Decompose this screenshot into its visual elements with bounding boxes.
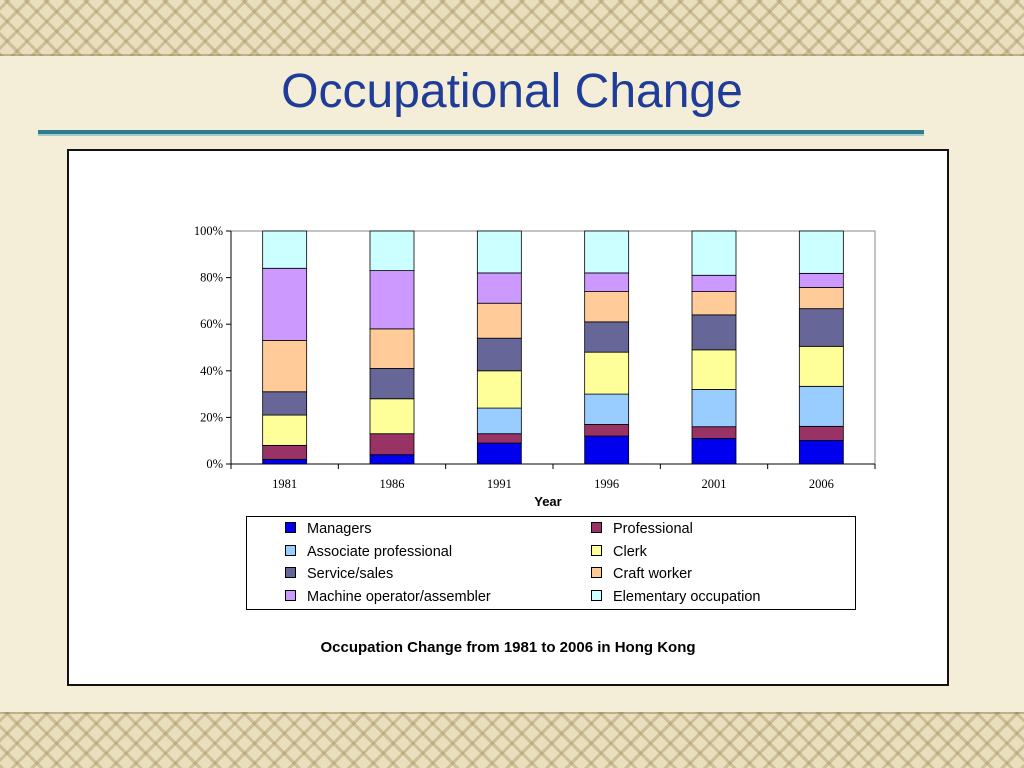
legend-swatch [285,590,296,601]
bar-segment [799,287,843,308]
bar-segment [370,329,414,369]
bar-segment [692,315,736,350]
bar-segment [477,231,521,273]
legend-item [285,563,393,585]
bar-segment [585,394,629,424]
legend-swatch [591,545,602,556]
legend-label: Machine operator/assembler [307,588,491,605]
bar-segment [263,231,307,268]
bar-segment [477,434,521,443]
bar-segment [370,368,414,398]
bottom-decorative-border [0,712,1024,768]
legend-swatch [591,567,602,578]
bar-segment [692,389,736,426]
y-tick-label: 0% [206,457,223,471]
slide-title: Occupational Change [281,65,743,118]
bar-segment [585,424,629,436]
legend-label: Managers [307,521,372,537]
bar-segment [799,273,843,287]
legend-swatch [591,522,602,533]
legend-label: Craft worker [613,566,692,582]
title-underline [38,130,924,136]
y-tick-label: 40% [200,363,223,378]
bar-segment [477,303,521,338]
bar-segment [692,350,736,390]
bar-segment [263,415,307,445]
bar-segment [585,231,629,273]
bar-segment [263,445,307,459]
bar-segment [370,455,414,464]
bar-segment [263,268,307,340]
bar-segment [263,341,307,392]
y-tick-label: 60% [200,317,223,332]
bar-segment [585,436,629,464]
x-axis-label: Year [534,494,562,509]
x-tick-label: 2001 [701,477,727,491]
legend-item [591,563,692,585]
bar-segment [585,352,629,394]
bar-segment [370,271,414,329]
bar-segment [799,231,843,273]
legend-swatch [285,545,296,556]
chart-caption: Occupation Change from 1981 to 2006 in Hong Kong [320,639,696,656]
bar-segment [477,273,521,303]
legend-swatch [285,522,296,533]
legend-item [591,586,761,608]
bar-segment [799,426,843,440]
legend-label: Clerk [613,543,647,560]
y-tick-label: 100% [193,224,223,238]
chart-legend [246,516,856,610]
x-tick-label: 1991 [486,477,512,491]
bar-segment [477,371,521,408]
x-tick-label: 1986 [379,477,405,491]
legend-item [285,541,452,563]
bar-segment [585,292,629,322]
y-tick-label: 80% [200,270,223,285]
bar-segment [585,273,629,292]
legend-label: Elementary occupation [613,588,761,605]
x-tick-label: 1981 [272,477,298,491]
legend-item [285,586,491,608]
y-tick-label: 20% [200,410,223,425]
legend-swatch [591,590,602,601]
legend-item [285,518,371,540]
x-tick-label: 2006 [808,477,834,491]
bar-segment [799,346,843,386]
bar-segment [370,434,414,455]
bar-segment [477,338,521,371]
bar-segment [692,292,736,315]
bar-segment [370,231,414,271]
bar-segment [799,386,843,426]
legend-label: Service/sales [307,566,394,582]
bar-segment [799,440,843,464]
bar-segment [477,408,521,434]
bar-segment [585,322,629,352]
legend-item [591,541,647,563]
bar-segment [799,309,843,347]
bar-segment [692,275,736,291]
legend-swatch [285,567,296,578]
legend-label: Professional [613,521,693,537]
legend-item [591,518,693,540]
bar-segment [692,427,736,439]
bar-segment [263,392,307,415]
top-decorative-border [0,0,1024,56]
chart-frame [67,149,949,686]
bar-segment [692,231,736,275]
bar-segment [370,399,414,434]
x-tick-label: 1996 [594,477,620,491]
bar-segment [692,438,736,464]
bar-segment [263,459,307,464]
bar-segment [477,443,521,464]
plot-area [231,231,875,464]
legend-label: Associate professional [307,543,453,560]
